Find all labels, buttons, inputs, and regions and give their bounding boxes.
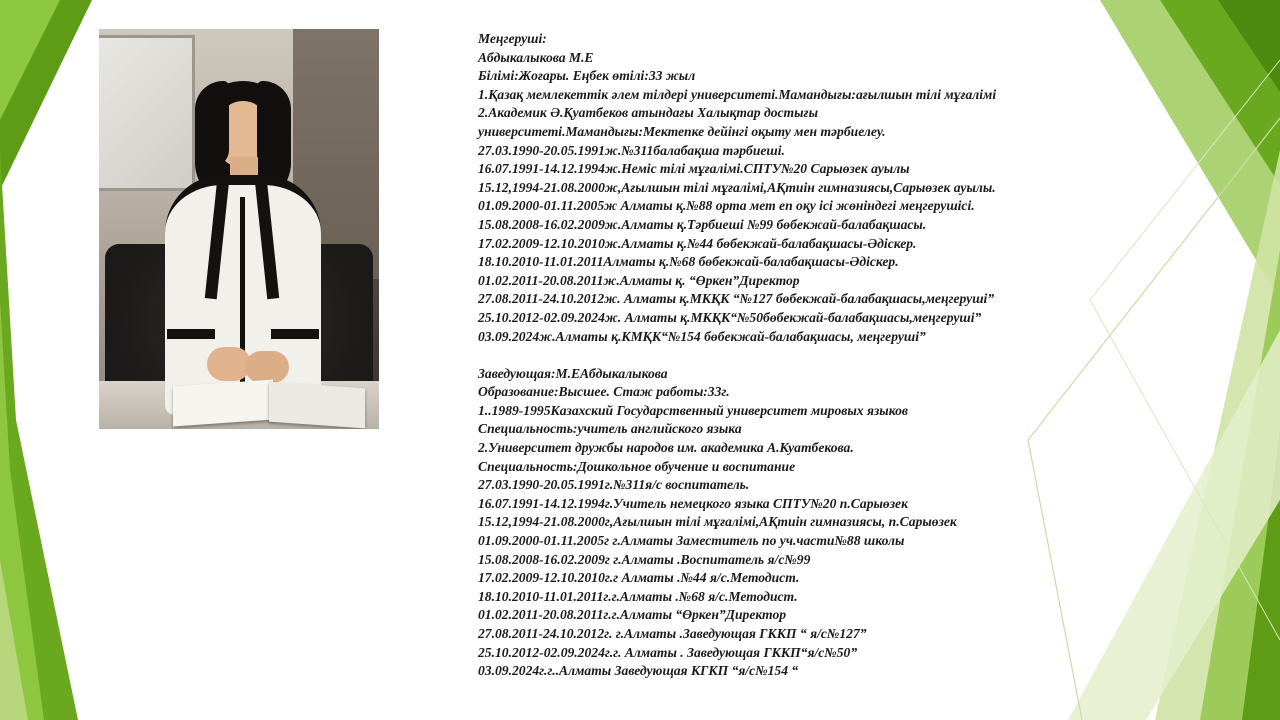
ru-line: 25.10.2012-02.09.2024г.г. Алматы . Заведующая ГККП“я/с№50” — [478, 644, 858, 660]
ru-line: Образование:Высшее. Стаж работы:33г. — [478, 384, 730, 400]
ru-line: 2.Университет дружбы народов им. академика А.Куатбекова. — [478, 440, 854, 456]
ru-line: 27.03.1990-20.05.1991г.№311я/с воспитатель. — [478, 477, 750, 493]
kk-line: Білімі:Жоғары. Еңбек өтілі:33 жыл — [478, 68, 696, 84]
ru-line: 03.09.2024г.г..Алматы Заведующая КГКП “я/с№154 “ — [478, 663, 799, 679]
ru-line: 18.10.2010-11.01.2011г.г.Алматы .№68 я/с.Методист. — [478, 588, 798, 604]
kk-line: 18.10.2010-11.01.2011Алматы қ.№68 бөбекжай-балабақшасы-Әдіскер. — [478, 254, 899, 270]
ru-line: Специальность:Дошкольное обучение и воспитание — [478, 458, 796, 474]
ru-line: Специальность:учитель английского языка — [478, 421, 742, 437]
photo-person-hair-left — [195, 81, 229, 167]
portrait-photo-content — [99, 29, 379, 429]
kk-line: 27.08.2011-24.10.2012ж. Алматы қ.МКҚК “№127 бөбекжай-балабақшасы,меңгеруші” — [478, 291, 995, 307]
kk-line: 03.09.2024ж.Алматы қ.КМҚК“№154 бөбекжай-балабақшасы, меңгеруші” — [478, 328, 926, 344]
kk-line: университеті.Мамандығы:Мектепке дейінгі оқыту мен тәрбиелеу. — [478, 123, 886, 139]
ru-line: 1..1989-1995Казахский Государственный университет мировых языков — [478, 402, 908, 418]
photo-window — [99, 35, 195, 191]
kk-line: 01.02.2011-20.08.2011ж.Алматы қ. “Өркен”Директор — [478, 272, 800, 288]
kk-line: 25.10.2012-02.09.2024ж. Алматы қ.МКҚК“№50бөбекжай-балабақшасы,меңгеруші” — [478, 309, 982, 325]
photo-jacket-cuff-right — [271, 329, 319, 339]
ru-line: 01.09.2000-01.11.2005г г.Алматы Заместитель по уч.части№88 школы — [478, 533, 905, 549]
paragraph-gap — [478, 346, 1178, 365]
ru-line: 17.02.2009-12.10.2010г.г Алматы .№44 я/с.Методист. — [478, 570, 800, 586]
kk-line: 01.09.2000-01.11.2005ж Алматы қ.№88 орта мет еп оқу ісі жөніндегі меңгерушісі. — [478, 198, 975, 214]
kk-line: 15.08.2008-16.02.2009ж.Алматы қ.Тәрбиеші №99 бөбекжай-балабақшасы. — [478, 216, 927, 232]
photo-open-book-right-page — [269, 382, 365, 429]
kk-line: 17.02.2009-12.10.2010ж.Алматы қ.№44 бөбекжай-балабақшасы-Әдіскер. — [478, 235, 917, 251]
ru-line: 01.02.2011-20.08.2011г.г.Алматы “Өркен”Директор — [478, 607, 787, 623]
kk-line: 16.07.1991-14.12.1994ж.Неміс тілі мұғалімі.СПТУ№20 Сарыөзек ауылы — [478, 161, 910, 177]
kk-line: 1.Қазақ мемлекеттік әлем тілдері университеті.Мамандығы:ағылшын тілі мұғалімі — [478, 86, 997, 102]
ru-line: 15.12,1994-21.08.2000г,Ағылшын тілі мұғалімі,АҚтиін гимназиясы, п.Сарыөзек — [478, 514, 957, 530]
kk-line: Абдыкалыкова М.Е — [478, 49, 594, 65]
ru-line: 27.08.2011-24.10.2012г. г.Алматы .Заведующая ГККП “ я/с№127” — [478, 626, 867, 641]
ru-line: 15.08.2008-16.02.2009г г.Алматы .Воспитатель я/с№99 — [478, 551, 811, 567]
kk-line: 27.03.1990-20.05.1991ж.№311балабақша тәрбиеші. — [478, 142, 785, 158]
ru-line: 16.07.1991-14.12.1994г.Учитель немецкого языка СПТУ№20 п.Сарыөзек — [478, 495, 908, 511]
photo-open-book-left-page — [173, 380, 273, 427]
kk-line: Меңгеруші: — [478, 31, 547, 46]
kk-line: 15.12,1994-21.08.2000ж,Ағылшын тілі мұғалімі,АҚтиін гимназиясы,Сарыөзек ауылы. — [478, 179, 996, 195]
photo-person-hair-right — [257, 81, 291, 175]
portrait-photo — [99, 29, 379, 429]
kk-line: 2.Академик Ә.Қуатбеков атындағы Халықтар достығы — [478, 105, 819, 121]
ru-line: Заведующая:М.ЕАбдыкалыкова — [478, 365, 668, 381]
biography-text-block — [478, 30, 1178, 681]
photo-jacket-cuff-left — [167, 329, 215, 339]
photo-person-hand-right — [245, 351, 289, 383]
